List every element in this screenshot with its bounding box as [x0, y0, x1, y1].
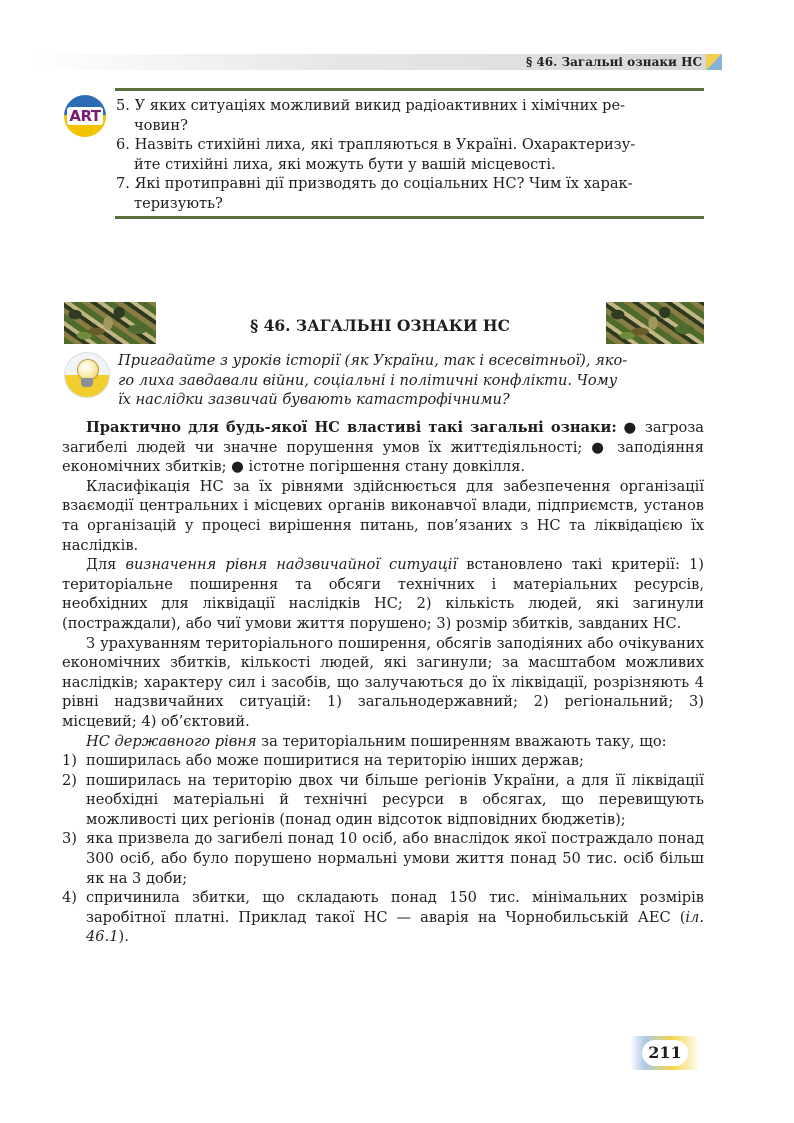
page-number-badge [630, 1036, 700, 1070]
question-line: 7. Які протиправні дії призводять до соціальних НС? Чим їх харак- [116, 175, 633, 193]
list-number: 2) [62, 771, 77, 789]
recall-line: го лиха завдавали війни, соціальні і політичні конфлікти. Чому [118, 371, 618, 389]
question-line: 6. Назвіть стихійні лиха, які трапляються в Україні. Охарактеризу- [116, 136, 636, 154]
paragraph-text: за територіальним поширенням вважають таку, що: [256, 732, 667, 750]
list-number: 1) [62, 752, 77, 770]
camouflage-ornament-right [606, 302, 704, 344]
list-item [62, 771, 704, 830]
main-text [62, 418, 704, 947]
paragraph-text: ● загроза загибелі людей чи значне порушення умов їх життєдіяльності; ● заподіяння економічних збитків; ● істотне погіршення стану довкілля. [62, 419, 705, 476]
list-text: ). [118, 928, 129, 946]
running-header-title: § 46. Загальні ознаки НС [525, 55, 702, 69]
lightbulb-base [81, 378, 93, 387]
art-badge-icon [64, 95, 106, 137]
paragraph-classification: Класифікація НС за їх рівнями здійснюється для забезпечення організації взаємодії центральних і місцевих органів виконавчої влади, підприємств, установ та організацій у процесі вирішення питань, пов’язаних з НС та ліквідацією їх наслідків. [62, 477, 704, 554]
camouflage-ornament-left [64, 302, 156, 344]
list-item [62, 751, 704, 771]
list-number: 3) [62, 830, 77, 848]
figure-reference: іл. 46.1 [86, 908, 704, 946]
list-text: поширилась на територію двох чи більше регіонів України, а для її ліквідації необхідні матеріальні й технічні ресурси в обсягах, що перевищують можливості цих регіонів (понад один відсоток відповідних бюджетів); [86, 771, 704, 828]
question-5 [116, 96, 704, 135]
list-text: яка призвела до загибелі понад 10 осіб, або внаслідок якої постраждало понад 300 осіб, або було порушено нормальні умови життя понад 50 тис. осіб більш як на 3 доби; [86, 830, 704, 887]
question-line: 5. У яких ситуаціях можливий викид радіоактивних і хімічних ре- [116, 97, 626, 114]
recall-prompt [118, 351, 704, 410]
list-number: 4) [62, 889, 77, 907]
list-item [62, 829, 704, 888]
question-line: йте стихійні лиха, які можуть бути у вашій місцевості. [134, 155, 556, 173]
italic-term: НС державного рівня [86, 732, 257, 750]
criteria-list [62, 751, 704, 947]
review-questions [116, 96, 704, 214]
lightbulb-icon [64, 352, 110, 398]
list-text: поширилась або може поширитися на територію інших держав; [86, 752, 584, 770]
running-header [30, 54, 722, 70]
section-title: § 46. ЗАГАЛЬНІ ОЗНАКИ НС [250, 316, 510, 335]
question-line: човин? [134, 116, 188, 134]
question-line: теризують? [134, 194, 223, 212]
italic-term: визначення рівня надзвичайної ситуації [125, 556, 458, 574]
paragraph-state-level [62, 732, 704, 752]
paragraph-criteria [62, 555, 704, 633]
list-text: спричинила збитки, що складають понад 150 тис. мінімальних розмірів заробітної платні. Приклад такої НС — аварія на Чорнобильській АЕС ( [86, 889, 704, 926]
recall-line: їх наслідки зазвичай бувають катастрофічними? [118, 391, 510, 409]
art-badge-label: ART [69, 107, 101, 125]
page-number: 211 [642, 1040, 688, 1066]
corner-decoration-icon [706, 54, 722, 70]
paragraph-text: Для [86, 556, 126, 574]
paragraph-text: встановлено такі критерії: 1) територіальне поширення та обсяги технічних і матеріальних ресурсів, необхідних для ліквідації наслідків НС; 2) кількість людей, які загинули (постраждали), або чиї умови життя порушено; 3) розмір збитків, завданих НС. [62, 556, 704, 632]
bold-lead: Практично для будь-якої НС властиві такі загальні ознаки: [86, 419, 617, 436]
question-7 [116, 174, 704, 213]
list-item [62, 888, 704, 947]
questions-bottom-rule [115, 216, 704, 219]
paragraph-general-signs [62, 418, 704, 477]
recall-line: Пригадайте з уроків історії (як України, так і всесвітньої), яко- [118, 352, 628, 369]
paragraph-levels: З урахуванням територіального поширення, обсягів заподіяних або очікуваних економічних збитків, кількості людей, які загинули; за масштабом можливих наслідків; характеру сил і засобів, що залучаються до їх ліквідації, розрізняють 4 рівні надзвичайних ситуацій: 1) загальнодержавний; 2) регіональний; 3) місцевий; 4) об’єктовий. [62, 634, 704, 730]
questions-top-rule [115, 88, 704, 91]
question-6 [116, 135, 704, 174]
